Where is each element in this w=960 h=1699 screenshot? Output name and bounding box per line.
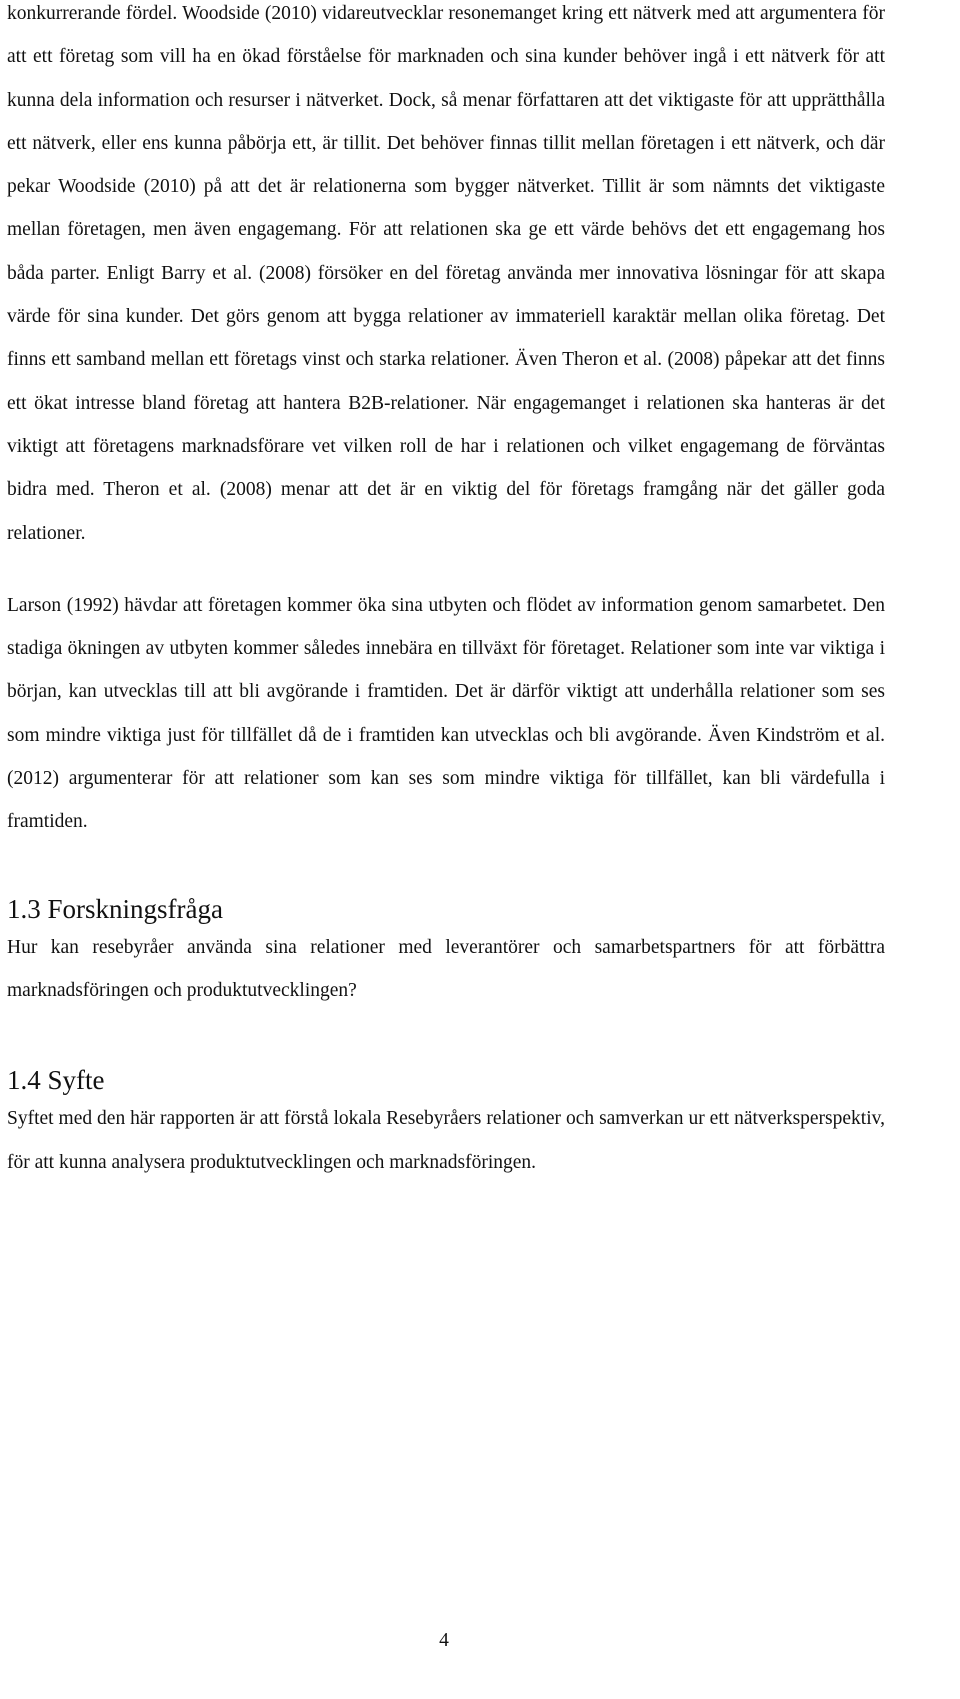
purpose-text: Syftet med den här rapporten är att förstå lokala Resebyråers relationer och samverkan ur ett nätverksperspektiv, för att kunna analysera produktutvecklingen och marknadsföringen. <box>7 1108 885 1173</box>
body-paragraph-networks: konkurrerande fördel. Woodside (2010) vidareutvecklar resonemanget kring ett nätverk med att argumentera för att ett företag som vill ha en ökad förståelse för marknaden och sina kunder behöver ingå i ett nätverk för att kunna dela information och resurser i nätverket. Dock, så menar författaren att det viktigaste för att upprätthålla ett nätverk, eller ens kunna påbörja ett, är tillit. Det behöver finnas tillit mellan företagen i ett nätverk, och där pekar Woodside (2010) på att det är relationerna som bygger nätverket. Tillit är som nämnts det viktigaste mellan företagen, men även engagemang. För att relationen ska ge ett värde behövs det ett engagemang hos båda parter. Enligt Barry et al. (2008) försöker en del företag använda mer innovativa lösningar för att skapa värde för sina kunder. Det görs genom att bygga relationer av immateriell karaktär mellan olika företag. Det finns ett samband mellan ett företags vinst och starka relationer. Även Theron et al. (2008) påpekar att det finns ett ökat intresse bland företag att hantera B2B-relationer. När engagemanget i relationen ska hanteras är det viktigt att företagens marknadsförare vet vilken roll de har i relationen och vilket engagemang de förväntas bidra med. Theron et al. (2008) menar att det är en viktig del för företags framgång när det gäller goda relationer. <box>7 3 885 544</box>
research-question-text: Hur kan resebyråer använda sina relationer med leverantörer och samarbetspartners för att förbättra marknadsföringen och produktutvecklingen? <box>7 936 885 1001</box>
body-paragraph-relationships: Larson (1992) hävdar att företagen kommer öka sina utbyten och flödet av information genom samarbetet. Den stadiga ökningen av utbyten kommer således innebära en tillväxt för företaget. Relationer som inte var viktiga i början, kan utvecklas till att bli avgörande i framtiden. Det är därför viktigt att underhålla relationer som ses som mindre viktiga just för tillfället då de i framtiden kan utvecklas och bli avgörande. Även Kindström et al. (2012) argumenterar för att relationer som kan ses som mindre viktiga för tillfället, kan bli värdefulla i framtiden. <box>7 594 885 833</box>
section-heading-purpose: 1.4 Syfte <box>7 1065 105 1096</box>
page-number: 4 <box>439 1630 449 1651</box>
section-heading-research-question: 1.3 Forskningsfråga <box>7 893 223 924</box>
document-page <box>7 0 885 1184</box>
